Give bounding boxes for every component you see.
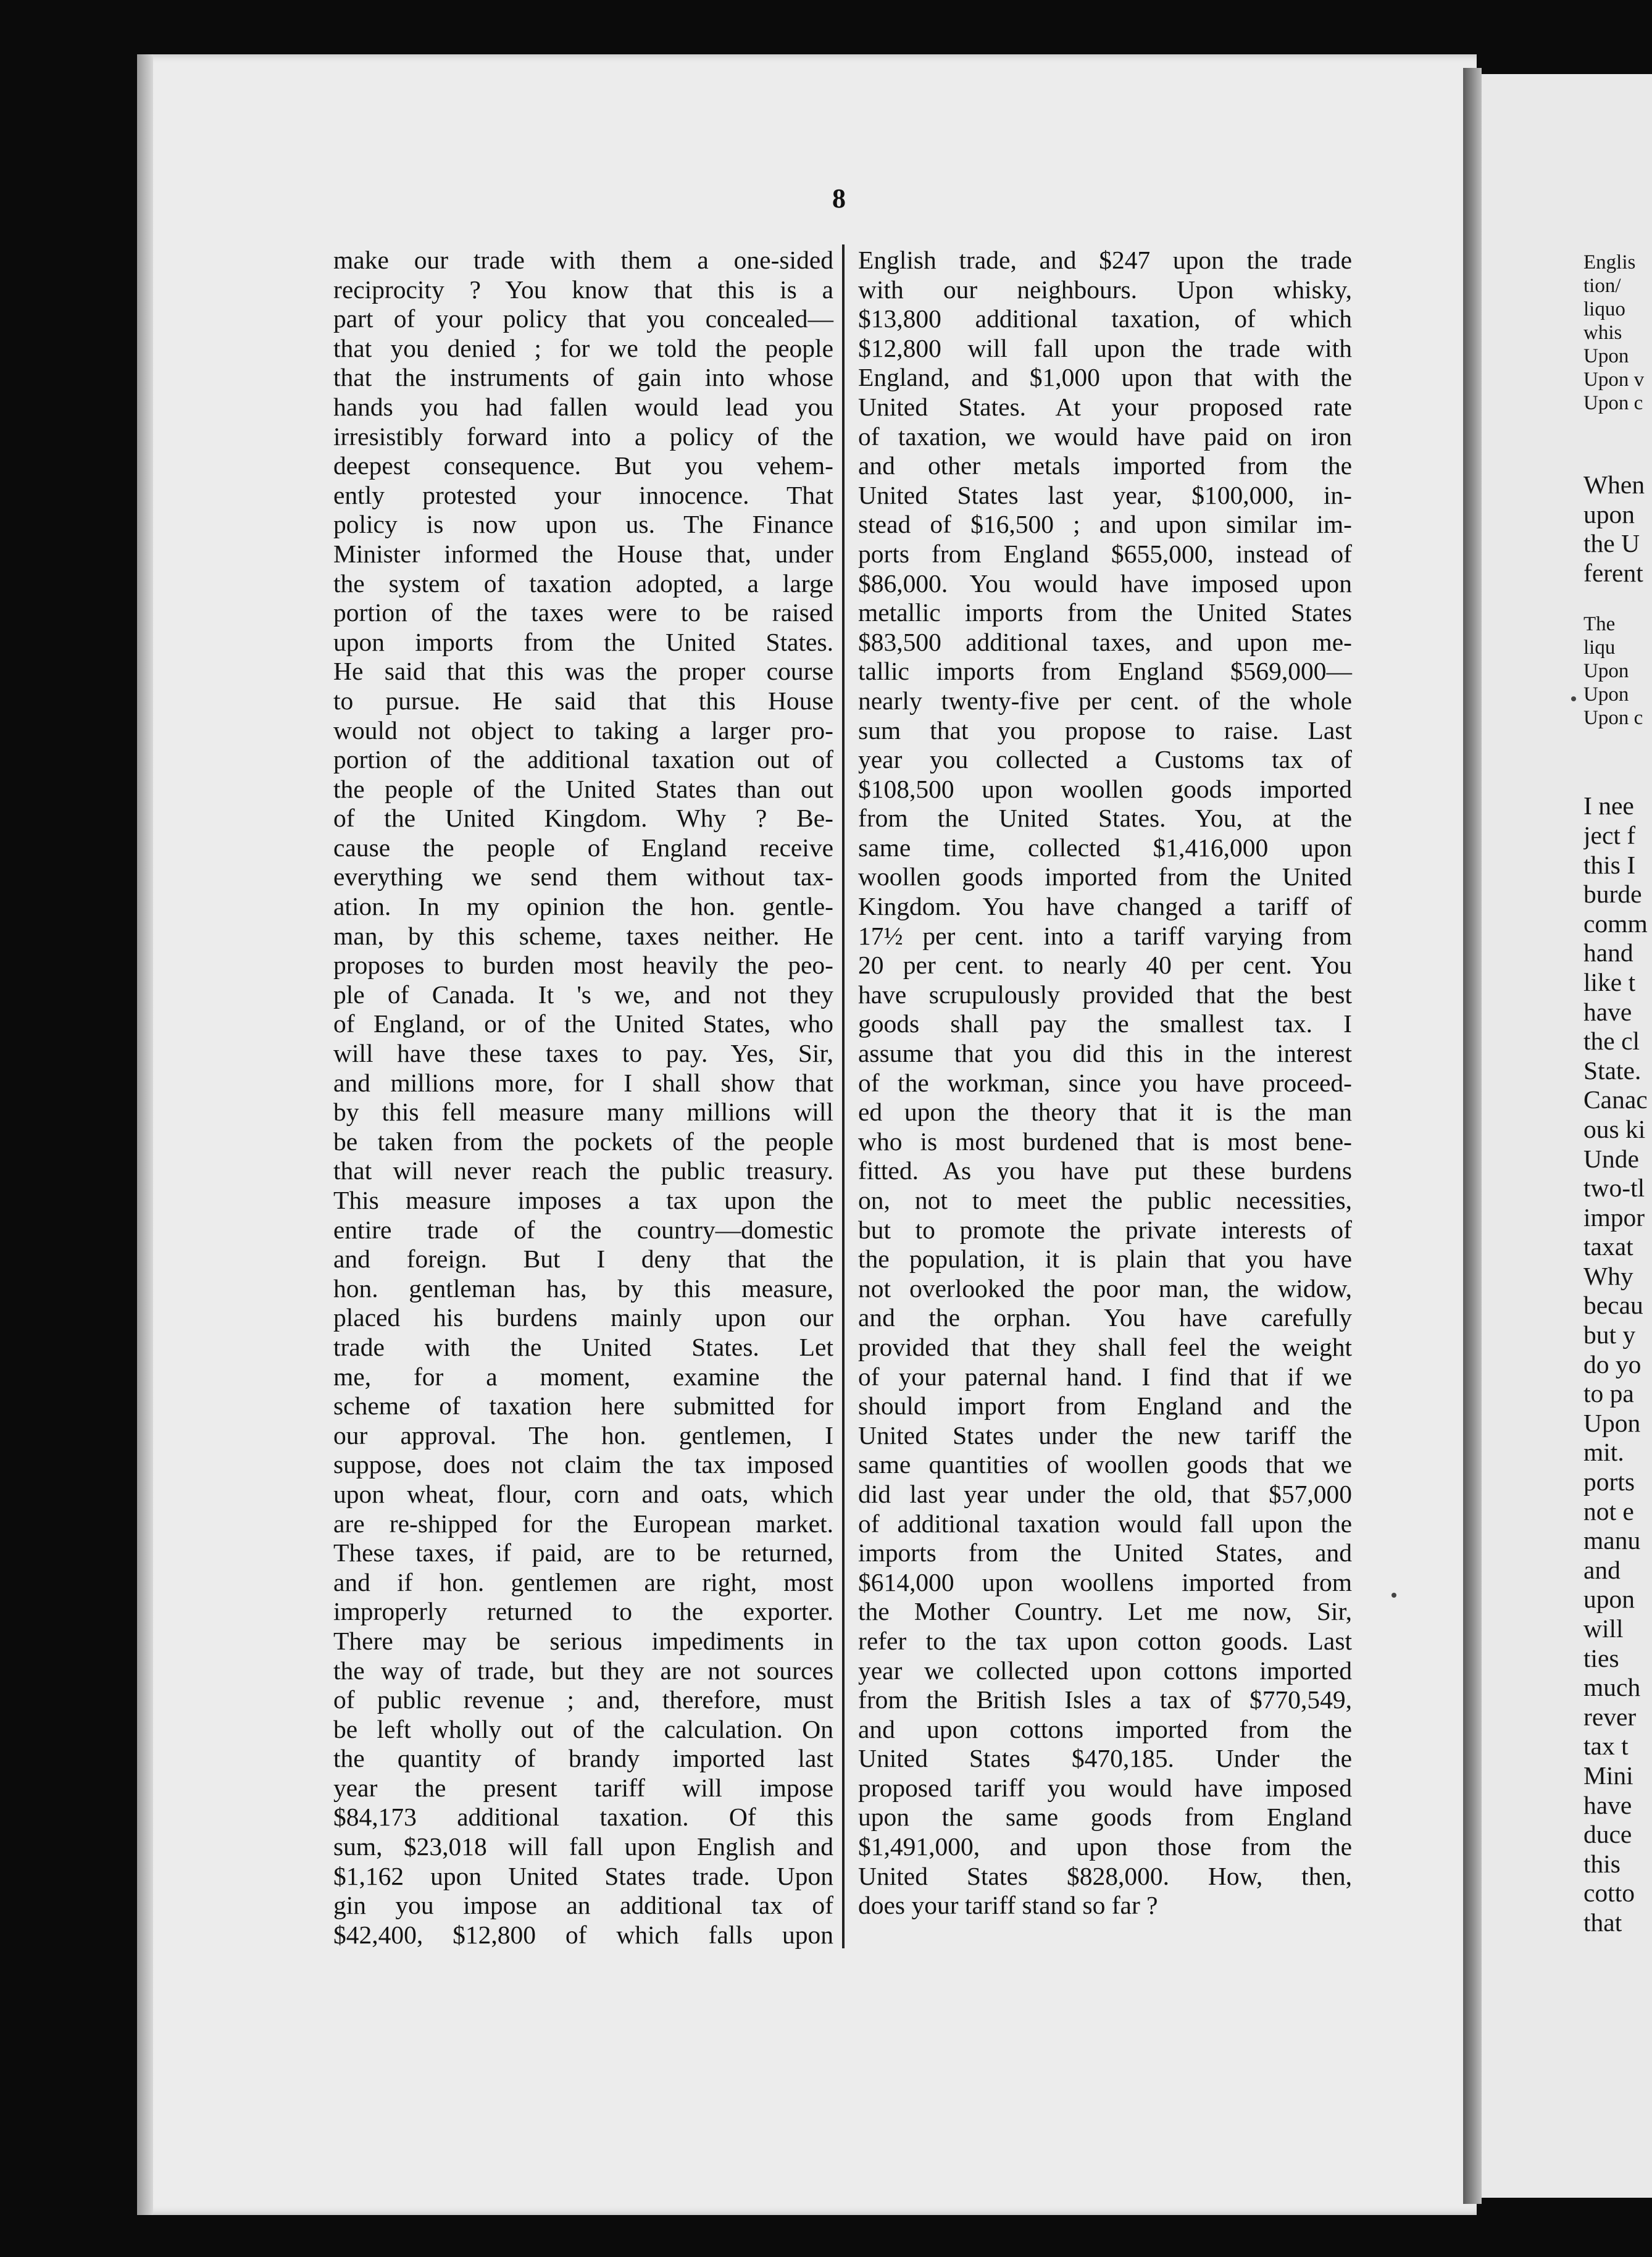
facing-text-line: Upon: [1583, 1408, 1641, 1437]
text-line: cause the people of England receive: [333, 833, 833, 862]
facing-text-line: Upon v: [1583, 369, 1645, 391]
text-line: gin you impose an additional tax of: [333, 1891, 833, 1920]
text-line: irresistibly forward into a policy of the: [333, 422, 833, 451]
text-line: on, not to meet the public necessities,: [858, 1186, 1352, 1214]
text-line: tallic imports from England $569,000—: [858, 657, 1352, 686]
text-line: Kingdom. You have changed a tariff of: [858, 892, 1352, 921]
facing-text-line: whis: [1583, 322, 1622, 344]
facing-text-line: have: [1583, 997, 1632, 1026]
facing-text-line: upon: [1583, 499, 1635, 528]
text-line: year we collected upon cottons imported: [858, 1656, 1352, 1685]
facing-text-line: I nee: [1583, 791, 1634, 820]
text-line: make our trade with them a one-sided: [333, 246, 833, 274]
facing-text-line: burde: [1583, 880, 1642, 909]
text-line: of taxation, we would have paid on iron: [858, 422, 1352, 451]
text-line: 20 per cent. to nearly 40 per cent. You: [858, 951, 1352, 980]
text-line: that will never reach the public treasury.: [333, 1156, 833, 1185]
facing-text-line: this: [1583, 1849, 1621, 1878]
text-line: who is most burdened that is most bene-: [858, 1127, 1352, 1156]
text-line: from the United States. You, at the: [858, 804, 1352, 833]
facing-text-line: Upon: [1583, 345, 1629, 367]
text-line: 17½ per cent. into a tariff varying from: [858, 921, 1352, 950]
text-line: year the present tariff will impose: [333, 1773, 833, 1802]
text-line: United States under the new tariff the: [858, 1421, 1352, 1450]
text-line: ed upon the theory that it is the man: [858, 1098, 1352, 1127]
facing-text-line: Englis: [1583, 251, 1636, 273]
text-line: upon the same goods from England: [858, 1803, 1352, 1832]
text-line: ently protested your innocence. That: [333, 480, 833, 509]
text-line: be taken from the pockets of the people: [333, 1127, 833, 1156]
text-line: proposed tariff you would have imposed: [858, 1773, 1352, 1802]
text-line: from the British Isles a tax of $770,549,: [858, 1685, 1352, 1714]
facing-text-line: but y: [1583, 1320, 1636, 1350]
text-line: and foreign. But I deny that the: [333, 1245, 833, 1274]
spacer: [1583, 588, 1652, 612]
spacer: [1583, 415, 1652, 470]
facing-text-line: State.: [1583, 1056, 1642, 1085]
facing-text-line: Upon: [1583, 660, 1629, 683]
text-line: that you denied ; for we told the people: [333, 333, 833, 362]
facing-text-line: this I: [1583, 850, 1636, 879]
facing-text-line: upon: [1583, 1585, 1635, 1614]
text-line: sum, $23,018 will fall upon English and: [333, 1832, 833, 1861]
text-line: proposes to burden most heavily the peo-: [333, 951, 833, 980]
text-line: $1,491,000, and upon those from the: [858, 1832, 1352, 1861]
print-speck: [1391, 1593, 1396, 1598]
book-gutter: [1463, 68, 1482, 2204]
print-speck: [1571, 696, 1576, 701]
facing-text-line: liqu: [1583, 636, 1616, 659]
text-line: and if hon. gentlemen are right, most: [333, 1567, 833, 1596]
text-line: year you collected a Customs tax of: [858, 745, 1352, 774]
text-line: with our neighbours. Upon whisky,: [858, 275, 1352, 304]
facing-text-line: rever: [1583, 1702, 1637, 1731]
facing-text-line: Upon c: [1583, 392, 1643, 414]
facing-text-line: ous ki: [1583, 1114, 1646, 1143]
text-line: entire trade of the country—domestic: [333, 1215, 833, 1244]
text-line: deepest consequence. But you vehem-: [333, 451, 833, 480]
text-line: would not object to taking a larger pro-: [333, 715, 833, 745]
facing-text-line: Upon: [1583, 683, 1629, 706]
text-line: ple of Canada. It 's we, and not they: [333, 980, 833, 1009]
facing-text-line: manu: [1583, 1526, 1641, 1555]
text-line: by this fell measure many millions will: [333, 1098, 833, 1127]
facing-text-line: tion/: [1583, 275, 1621, 297]
facing-text-line: to pa: [1583, 1379, 1634, 1408]
facing-text-line: ject f: [1583, 820, 1636, 849]
text-line: $108,500 upon woollen goods imported: [858, 774, 1352, 803]
text-line: of your paternal hand. I find that if we: [858, 1362, 1352, 1391]
text-line: $42,400, $12,800 of which falls upon: [333, 1920, 833, 1949]
text-line: of the workman, since you have proceed-: [858, 1068, 1352, 1097]
text-line: the quantity of brandy imported last: [333, 1744, 833, 1773]
text-line: does your tariff stand so far ?: [858, 1891, 1158, 1920]
text-line: $614,000 upon woollens imported from: [858, 1567, 1352, 1596]
text-line: These taxes, if paid, are to be returned,: [333, 1538, 833, 1567]
text-line: and upon cottons imported from the: [858, 1714, 1352, 1743]
text-line: assume that you did this in the interest: [858, 1039, 1352, 1068]
text-line: did last year under the old, that $57,000: [858, 1479, 1352, 1508]
text-line: and other metals imported from the: [858, 451, 1352, 480]
text-line: man, by this scheme, taxes neither. He: [333, 921, 833, 950]
text-line: $13,800 additional taxation, of which: [858, 304, 1352, 333]
text-line: have scrupulously provided that the best: [858, 980, 1352, 1009]
text-line: English trade, and $247 upon the trade: [858, 246, 1352, 274]
text-line: of the United Kingdom. Why ? Be-: [333, 804, 833, 833]
text-line: of England, or of the United States, who: [333, 1009, 833, 1038]
text-line: placed his burdens mainly upon our: [333, 1303, 833, 1332]
text-line: $1,162 upon United States trade. Upon: [333, 1861, 833, 1890]
facing-text-line: Why: [1583, 1261, 1633, 1290]
text-line: $83,500 additional taxes, and upon me-: [858, 627, 1352, 656]
spacer: [1583, 730, 1652, 791]
text-line: me, for a moment, examine the: [333, 1362, 833, 1391]
text-line: and millions more, for I shall show that: [333, 1068, 833, 1097]
text-line: fitted. As you have put these burdens: [858, 1156, 1352, 1185]
text-line: policy is now upon us. The Finance: [333, 510, 833, 539]
facing-text-line: Unde: [1583, 1144, 1639, 1173]
text-line: but to promote the private interests of: [858, 1215, 1352, 1244]
text-line: United States $470,185. Under the: [858, 1744, 1352, 1773]
facing-text-line: duce: [1583, 1820, 1632, 1849]
text-line: the people of the United States than out: [333, 774, 833, 803]
text-line: and the orphan. You have carefully: [858, 1303, 1352, 1332]
page-number: 8: [832, 183, 846, 214]
facing-text-line: hand: [1583, 938, 1633, 967]
text-line: United States. At your proposed rate: [858, 392, 1352, 421]
text-line: sum that you propose to raise. Last: [858, 715, 1352, 745]
facing-text-line: comm: [1583, 909, 1648, 938]
facing-text-line: becau: [1583, 1291, 1643, 1320]
text-line: our approval. The hon. gentlemen, I: [333, 1421, 833, 1450]
text-line: nearly twenty-five per cent. of the whole: [858, 686, 1352, 715]
facing-text-line: Upon c: [1583, 707, 1643, 730]
facing-text-line: cotto: [1583, 1879, 1635, 1908]
text-line: part of your policy that you concealed—: [333, 304, 833, 333]
text-line: refer to the tax upon cotton goods. Last: [858, 1626, 1352, 1655]
text-line: woollen goods imported from the United: [858, 862, 1352, 891]
text-line: the system of taxation adopted, a large: [333, 569, 833, 598]
facing-text-line: and: [1583, 1555, 1621, 1584]
text-line: will have these taxes to pay. Yes, Sir,: [333, 1039, 833, 1068]
text-line: ports from England $655,000, instead of: [858, 539, 1352, 568]
left-text-column: [333, 246, 833, 1950]
facing-text-line: that: [1583, 1908, 1622, 1937]
page-edge-shadow: [137, 54, 153, 2215]
facing-text-line: the cl: [1583, 1027, 1640, 1056]
text-line: that the instruments of gain into whose: [333, 363, 833, 392]
facing-text-line: the U: [1583, 529, 1640, 558]
text-line: same time, collected $1,416,000 upon: [858, 833, 1352, 862]
text-line: $12,800 will fall upon the trade with: [858, 333, 1352, 362]
facing-text-line: The: [1583, 613, 1616, 636]
facing-text-line: two-tl: [1583, 1174, 1645, 1203]
text-line: Minister informed the House that, under: [333, 539, 833, 568]
text-line: trade with the United States. Let: [333, 1332, 833, 1361]
text-line: ation. In my opinion the hon. gentle-: [333, 892, 833, 921]
facing-text-line: have: [1583, 1790, 1632, 1819]
text-line: This measure imposes a tax upon the: [333, 1186, 833, 1214]
text-line: goods shall pay the smallest tax. I: [858, 1009, 1352, 1038]
text-line: United States $828,000. How, then,: [858, 1861, 1352, 1890]
text-line: to pursue. He said that this House: [333, 686, 833, 715]
text-line: $86,000. You would have imposed upon: [858, 569, 1352, 598]
text-line: upon wheat, flour, corn and oats, which: [333, 1479, 833, 1508]
text-line: United States last year, $100,000, in-: [858, 480, 1352, 509]
text-line: $84,173 additional taxation. Of this: [333, 1803, 833, 1832]
text-line: stead of $16,500 ; and upon similar im-: [858, 510, 1352, 539]
text-line: portion of the additional taxation out of: [333, 745, 833, 774]
column-rule: [842, 244, 845, 1948]
text-line: imports from the United States, and: [858, 1538, 1352, 1567]
text-line: provided that they shall feel the weight: [858, 1332, 1352, 1361]
text-line: upon imports from the United States.: [333, 627, 833, 656]
text-line: everything we send them without tax-: [333, 862, 833, 891]
text-line: England, and $1,000 upon that with the: [858, 363, 1352, 392]
text-line: be left wholly out of the calculation. On: [333, 1714, 833, 1743]
text-line: There may be serious impediments in: [333, 1626, 833, 1655]
text-line: He said that this was the proper course: [333, 657, 833, 686]
facing-text-line: taxat: [1583, 1232, 1633, 1261]
facing-text-line: tax t: [1583, 1732, 1629, 1761]
text-line: reciprocity ? You know that this is a: [333, 275, 833, 304]
text-line: should import from England and the: [858, 1391, 1352, 1421]
text-line: improperly returned to the exporter.: [333, 1597, 833, 1626]
text-line: scheme of taxation here submitted for: [333, 1391, 833, 1421]
facing-text-line: like t: [1583, 967, 1636, 996]
facing-text-line: much: [1583, 1673, 1641, 1702]
text-line: are re-shipped for the European market.: [333, 1509, 833, 1538]
text-line: metallic imports from the United States: [858, 598, 1352, 627]
facing-text-line: mit.: [1583, 1438, 1624, 1467]
facing-text-line: will: [1583, 1614, 1624, 1643]
facing-text-line: Canac: [1583, 1085, 1648, 1114]
text-line: same quantities of woollen goods that we: [858, 1450, 1352, 1479]
facing-text-line: do yo: [1583, 1350, 1642, 1379]
facing-text-line: liquo: [1583, 298, 1625, 320]
facing-text-line: ports: [1583, 1467, 1635, 1496]
text-line: hon. gentleman has, by this measure,: [333, 1274, 833, 1303]
facing-page-text: [1583, 251, 1652, 1938]
facing-text-line: not e: [1583, 1496, 1634, 1525]
text-line: of public revenue ; and, therefore, must: [333, 1685, 833, 1714]
text-line: suppose, does not claim the tax imposed: [333, 1450, 833, 1479]
facing-text-line: When: [1583, 470, 1645, 499]
text-line: the way of trade, but they are not sources: [333, 1656, 833, 1685]
facing-text-line: ferent: [1583, 558, 1643, 587]
text-line: the population, it is plain that you have: [858, 1245, 1352, 1274]
facing-text-line: impor: [1583, 1203, 1645, 1232]
facing-text-line: Mini: [1583, 1761, 1633, 1790]
right-text-column: [858, 246, 1352, 1921]
text-line: of additional taxation would fall upon the: [858, 1509, 1352, 1538]
text-line: portion of the taxes were to be raised: [333, 598, 833, 627]
facing-text-line: ties: [1583, 1643, 1619, 1672]
text-line: hands you had fallen would lead you: [333, 392, 833, 421]
text-line: not overlooked the poor man, the widow,: [858, 1274, 1352, 1303]
text-line: the Mother Country. Let me now, Sir,: [858, 1597, 1352, 1626]
